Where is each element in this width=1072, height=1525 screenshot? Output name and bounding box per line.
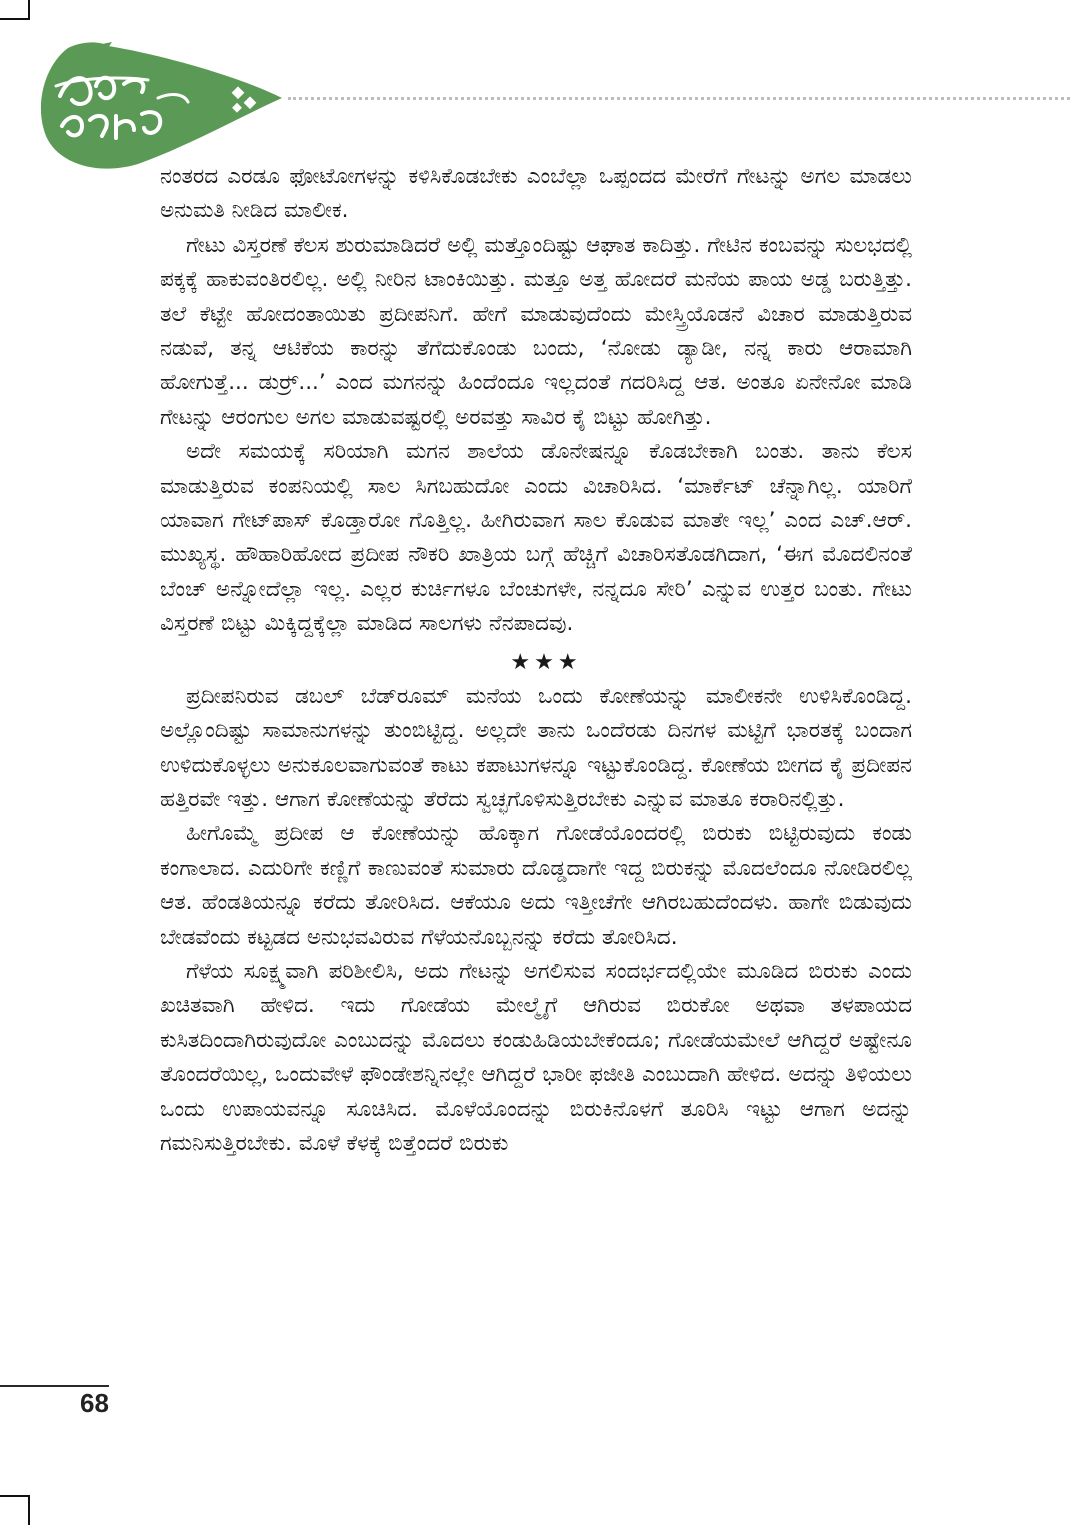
crop-mark-top-horizontal <box>0 18 30 20</box>
paragraph-4: ಪ್ರದೀಪನಿರುವ ಡಬಲ್ ಬೆಡ್‌ರೂಮ್ ಮನೆಯ ಒಂದು ಕೋಣೆಯನ್ನು ಮಾಲೀಕನೇ ಉಳಿಸಿಕೊಂಡಿದ್ದ. ಅಲ್ಲೊಂದಿಷ್ಟು ಸಾಮಾನುಗಳನ್ನು ತುಂಬಿಟ್ಟಿದ್ದ. ಅಲ್ಲದೇ ತಾನು ಒಂದೆರಡು ದಿನಗಳ ಮಟ್ಟಿಗೆ ಭಾರತಕ್ಕೆ ಬಂದಾಗ ಉಳಿದುಕೊಳ್ಳಲು ಅನುಕೂಲವಾಗುವಂತೆ ಕಾಟು ಕಪಾಟುಗಳನ್ನೂ ಇಟ್ಟುಕೊಂಡಿದ್ದ. ಕೋಣೆಯ ಬೀಗದ ಕೈ ಪ್ರದೀಪನ ಹತ್ತಿರವೇ ಇತ್ತು. ಆಗಾಗ ಕೋಣೆಯನ್ನು ತೆರೆದು ಸ್ವಚ್ಛಗೊಳಿಸುತ್ತಿರಬೇಕು ಎನ್ನುವ ಮಾತೂ ಕರಾರಿನಲ್ಲಿತ್ತು. <box>160 683 912 812</box>
folio-rule <box>0 1385 109 1387</box>
section-separator: ★★★ <box>510 649 582 675</box>
crop-mark-bottom-horizontal <box>0 1495 30 1497</box>
paragraph-1: ನಂತರದ ಎರಡೂ ಫೋಟೋಗಳನ್ನು ಕಳಿಸಿಕೊಡಬೇಕು ಎಂಬೆಲ್ಲಾ ಒಪ್ಪಂದದ ಮೇರೆಗೆ ಗೇಟನ್ನು ಅಗಲ ಮಾಡಲು ಅನುಮತಿ ನೀಡಿದ ಮಾಲೀಕ. <box>160 164 912 224</box>
article-body <box>160 160 912 1161</box>
paragraph-3: ಅದೇ ಸಮಯಕ್ಕೆ ಸರಿಯಾಗಿ ಮಗನ ಶಾಲೆಯ ಡೊನೇಷನ್ನೂ ಕೊಡಬೇಕಾಗಿ ಬಂತು. ತಾನು ಕೆಲಸ ಮಾಡುತ್ತಿರುವ ಕಂಪನಿಯಲ್ಲಿ ಸಾಲ ಸಿಗಬಹುದೋ ಎಂದು ವಿಚಾರಿಸಿದ. ‘ಮಾರ್ಕೆಟ್ ಚೆನ್ನಾಗಿಲ್ಲ. ಯಾರಿಗೆ ಯಾವಾಗ ಗೇಟ್‌ಪಾಸ್ ಕೊಡ್ತಾರೋ ಗೊತ್ತಿಲ್ಲ. ಹೀಗಿರುವಾಗ ಸಾಲ ಕೊಡುವ ಮಾತೇ ಇಲ್ಲ’ ಎಂದ ಎಚ್.ಆರ್. ಮುಖ್ಯಸ್ಥ. ಹೌಹಾರಿಹೋದ ಪ್ರದೀಪ ನೌಕರಿ ಖಾತ್ರಿಯ ಬಗ್ಗೆ ಹೆಚ್ಚಿಗೆ ವಿಚಾರಿಸತೊಡಗಿದಾಗ, ‘ಈಗ ಮೊದಲಿನಂತೆ ಬೆಂಚ್ ಅನ್ನೋದೆಲ್ಲಾ ಇಲ್ಲ. ಎಲ್ಲರ ಕುರ್ಚಿಗಳೂ ಬೆಂಚುಗಳೇ, ನನ್ನದೂ ಸೇರಿ’ ಎನ್ನುವ ಉತ್ತರ ಬಂತು. ಗೇಟು ವಿಸ್ತರಣೆ ಬಿಟ್ಟು ಮಿಕ್ಕಿದ್ದಕ್ಕೆಲ್ಲಾ ಮಾಡಿದ ಸಾಲಗಳು ನೆನಪಾದವು. <box>160 439 912 637</box>
paragraph-5: ಹೀಗೊಮ್ಮೆ ಪ್ರದೀಪ ಆ ಕೋಣೆಯನ್ನು ಹೊಕ್ಕಾಗ ಗೋಡೆಯೊಂದರಲ್ಲಿ ಬಿರುಕು ಬಿಟ್ಟಿರುವುದು ಕಂಡು ಕಂಗಾಲಾದ. ಎದುರಿಗೇ ಕಣ್ಣಿಗೆ ಕಾಣುವಂತೆ ಸುಮಾರು ದೊಡ್ಡದಾಗೇ ಇದ್ದ ಬಿರುಕನ್ನು ಮೊದಲೆಂದೂ ನೋಡಿರಲಿಲ್ಲ ಆತ. ಹೆಂಡತಿಯನ್ನೂ ಕರೆದು ತೋರಿಸಿದ. ಆಕೆಯೂ ಅದು ಇತ್ತೀಚೆಗೇ ಆಗಿರಬಹುದೆಂದಳು. ಹಾಗೇ ಬಿಡುವುದು ಬೇಡವೆಂದು ಕಟ್ಟಡದ ಅನುಭವವಿರುವ ಗೆಳೆಯನೊಬ್ಬನನ್ನು ಕರೆದು ತೋರಿಸಿದ. <box>160 821 912 950</box>
header-dotted-rule <box>288 97 1070 100</box>
page-number: 68 <box>80 1388 109 1418</box>
leaf-masthead-icon <box>38 36 288 176</box>
paragraph-6: ಗೆಳೆಯ ಸೂಕ್ಷ್ಮವಾಗಿ ಪರಿಶೀಲಿಸಿ, ಅದು ಗೇಟನ್ನು ಅಗಲಿಸುವ ಸಂದರ್ಭದಲ್ಲಿಯೇ ಮೂಡಿದ ಬಿರುಕು ಎಂದು ಖಚಿತವಾಗಿ ಹೇಳಿದ. ಇದು ಗೋಡೆಯ ಮೇಲ್ಮೈಗೆ ಆಗಿರುವ ಬಿರುಕೋ ಅಥವಾ ತಳಪಾಯದ ಕುಸಿತದಿಂದಾಗಿರುವುದೋ ಎಂಬುದನ್ನು ಮೊದಲು ಕಂಡುಹಿಡಿಯಬೇಕೆಂದೂ; ಗೋಡೆಯಮೇಲೆ ಆಗಿದ್ದರೆ ಅಷ್ಟೇನೂ ತೊಂದರೆಯಿಲ್ಲ, ಒಂದುವೇಳೆ ಫೌಂಡೇಶನ್ನಿನಲ್ಲೇ ಆಗಿದ್ದರೆ ಭಾರೀ ಫಜೀತಿ ಎಂಬುದಾಗಿ ಹೇಳಿದ. ಅದನ್ನು ತಿಳಿಯಲು ಒಂದು ಉಪಾಯವನ್ನೂ ಸೂಚಿಸಿದ. ಮೊಳೆಯೊಂದನ್ನು ಬಿರುಕಿನೊಳಗೆ ತೂರಿಸಿ ಇಟ್ಟು ಆಗಾಗ ಅದನ್ನು ಗಮನಿಸುತ್ತಿರಬೇಕು. ಮೊಳೆ ಕೆಳಕ್ಕೆ ಬಿತ್ತೆಂದರೆ ಬಿರುಕು <box>160 958 912 1156</box>
crop-mark-top-vertical <box>28 0 30 20</box>
crop-mark-bottom-vertical <box>28 1495 30 1525</box>
paragraph-2: ಗೇಟು ವಿಸ್ತರಣೆ ಕೆಲಸ ಶುರುಮಾಡಿದರೆ ಅಲ್ಲಿ ಮತ್ತೊಂದಿಷ್ಟು ಆಘಾತ ಕಾದಿತ್ತು. ಗೇಟಿನ ಕಂಬವನ್ನು ಸುಲಭದಲ್ಲಿ ಪಕ್ಕಕ್ಕೆ ಹಾಕುವಂತಿರಲಿಲ್ಲ. ಅಲ್ಲಿ ನೀರಿನ ಟಾಂಕಿಯಿತ್ತು. ಮತ್ತೂ ಅತ್ತ ಹೋದರೆ ಮನೆಯ ಪಾಯ ಅಡ್ಡ ಬರುತ್ತಿತ್ತು. ತಲೆ ಕೆಟ್ಟೇ ಹೋದಂತಾಯಿತು ಪ್ರದೀಪನಿಗೆ. ಹೇಗೆ ಮಾಡುವುದೆಂದು ಮೇಸ್ತ್ರಿಯೊಡನೆ ವಿಚಾರ ಮಾಡುತ್ತಿರುವ ನಡುವೆ, ತನ್ನ ಆಟಿಕೆಯ ಕಾರನ್ನು ತೆಗೆದುಕೊಂಡು ಬಂದು, ‘ನೋಡು ಡ್ಯಾಡೀ, ನನ್ನ ಕಾರು ಆರಾಮಾಗಿ ಹೋಗುತ್ತೆ... ಡುರ್‍ರ್...’ ಎಂದ ಮಗನನ್ನು ಹಿಂದೆಂದೂ ಇಲ್ಲದಂತೆ ಗದರಿಸಿದ್ದ ಆತ. ಅಂತೂ ಏನೇನೋ ಮಾಡಿ ಗೇಟನ್ನು ಆರಂಗುಲ ಅಗಲ ಮಾಡುವಷ್ಟರಲ್ಲಿ ಅರವತ್ತು ಸಾವಿರ ಕೈ ಬಿಟ್ಟು ಹೋಗಿತ್ತು. <box>160 232 912 430</box>
